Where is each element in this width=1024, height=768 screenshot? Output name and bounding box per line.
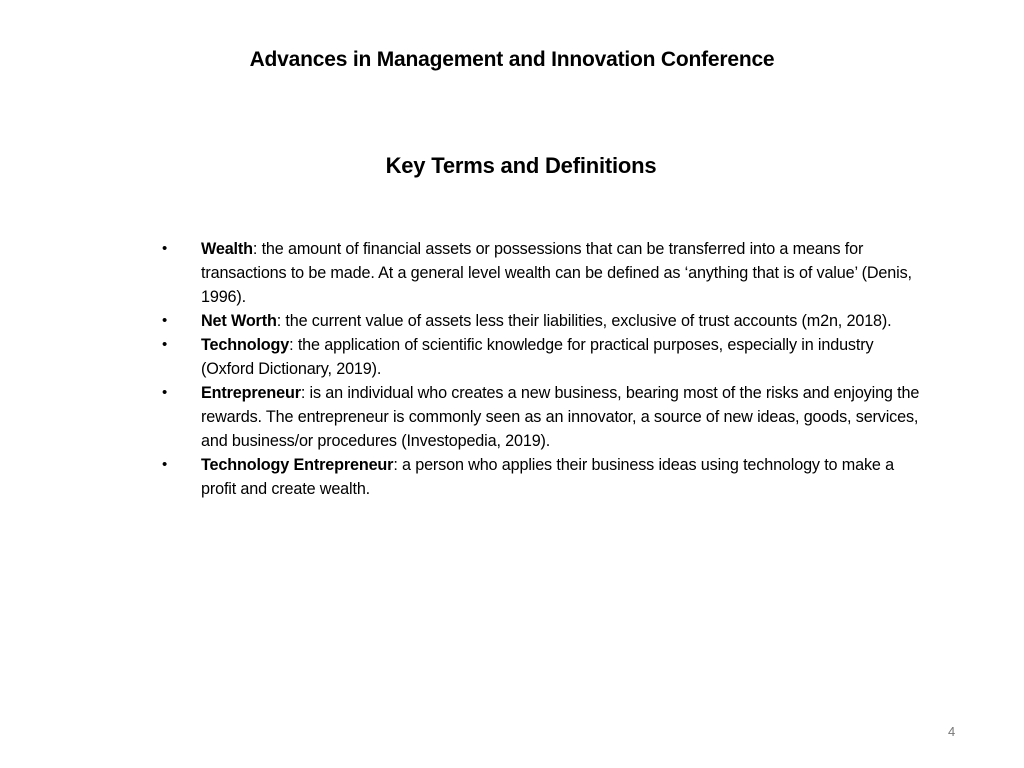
bullet-icon: • (162, 312, 168, 329)
term-item-entrepreneur (160, 381, 920, 453)
page-number: 4 (948, 724, 956, 739)
term-item-technology-entrepreneur (160, 453, 920, 501)
term-definition: : is an individual who creates a new business, bearing most of the risks and enjoying the rewards. The entrepreneur is commonly seen as an innovator, a source of new ideas, goods, services, and business/or procedures (Investopedia, 2019). (201, 384, 920, 450)
bullet-icon: • (162, 336, 168, 353)
section-title: Key Terms and Definitions (385, 153, 657, 178)
bullet-icon: • (162, 384, 168, 401)
term-name: Wealth (201, 240, 253, 258)
term-definition: : the current value of assets less their liabilities, exclusive of trust accounts (m2n, 2018). (276, 312, 892, 330)
terms-list (160, 237, 920, 501)
term-definition: : the amount of financial assets or possessions that can be transferred into a means for transactions to be made. At a general level wealth can be defined as ‘anything that is of value’ (Denis, 1996). (201, 240, 912, 306)
bullet-icon: • (162, 240, 168, 257)
bullet-icon: • (162, 456, 168, 473)
term-item-technology (160, 333, 920, 381)
term-definition: : the application of scientific knowledge for practical purposes, especially in industry (Oxford Dictionary, 2019). (201, 336, 874, 378)
term-name: Technology Entrepreneur (201, 456, 394, 474)
term-item-wealth (160, 237, 920, 309)
conference-title: Advances in Management and Innovation Conference (249, 48, 775, 71)
term-name: Technology (201, 336, 290, 354)
term-definition: : a person who applies their business ideas using technology to make a profit and create wealth. (201, 456, 894, 498)
term-name: Entrepreneur (201, 384, 301, 402)
term-item-net-worth (160, 309, 920, 333)
term-name: Net Worth (201, 312, 277, 330)
